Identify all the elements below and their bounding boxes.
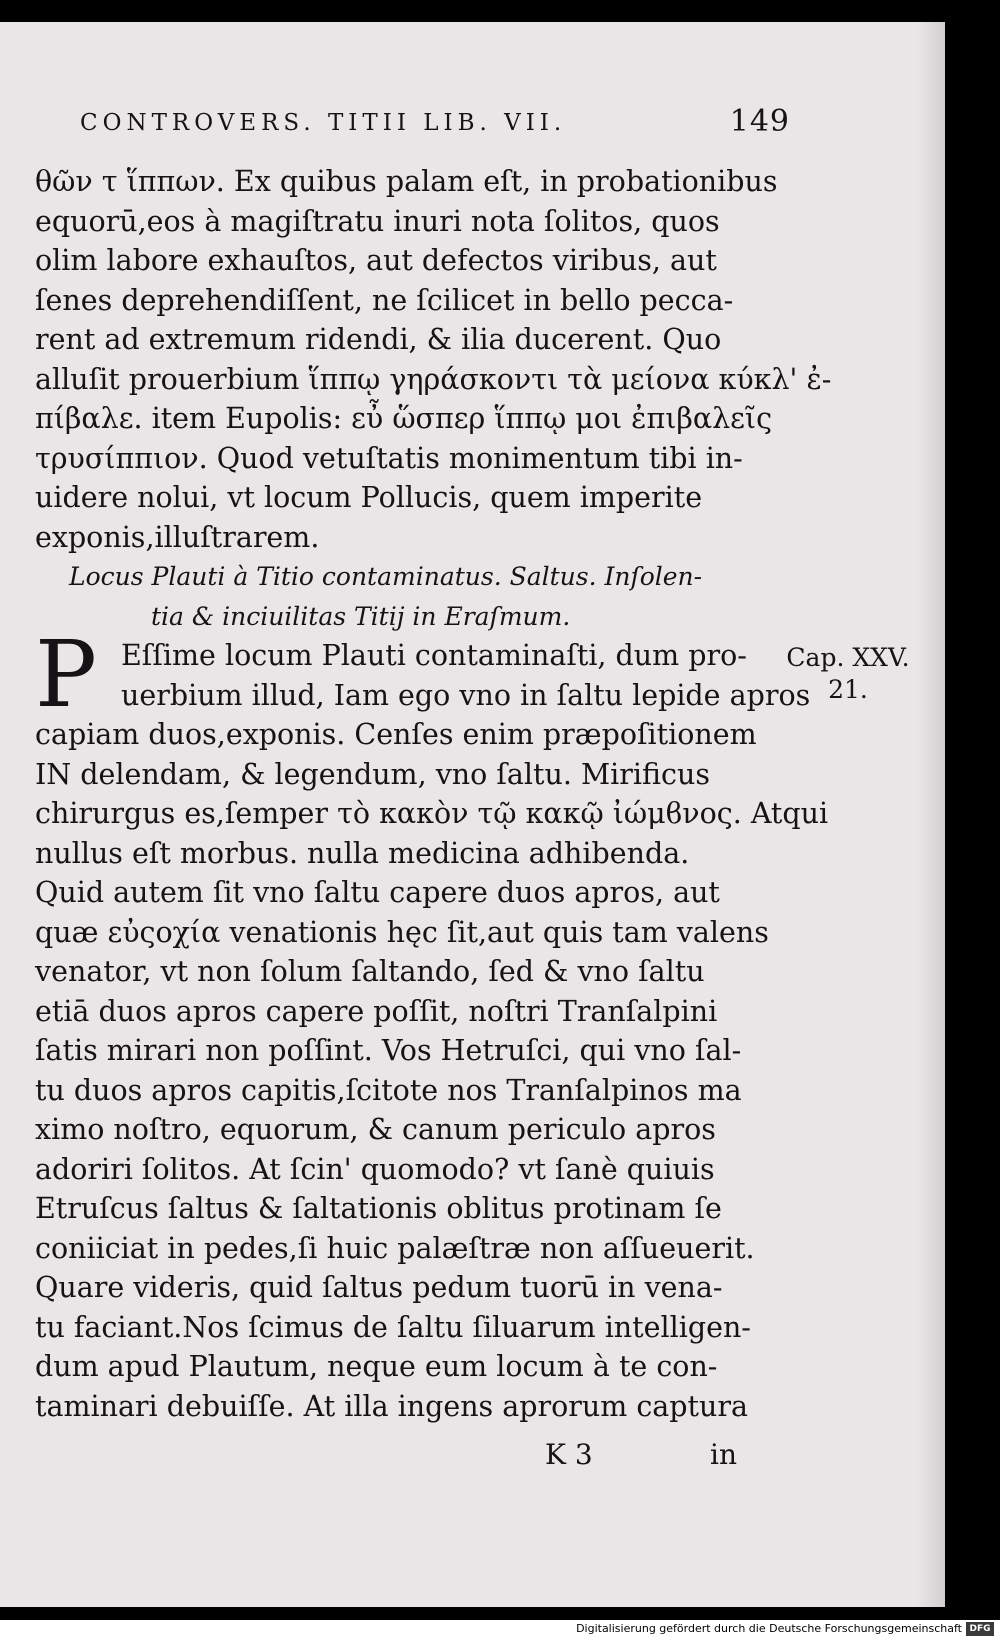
- running-header: [80, 104, 790, 144]
- text-line: ſatis mirari non poſſint. Vos Hetruſci, qui vno ſal-: [35, 1034, 742, 1067]
- page-foot: [0, 1438, 945, 1478]
- marginal-note: [778, 642, 918, 706]
- text-line: chirurgus es,ſemper τὸ κακὸν τῷ κακῷ ἰώμϐνος. Atqui: [35, 797, 829, 830]
- text-line: olim labore exhauſtos, aut defectos viribus, aut: [35, 244, 717, 277]
- text-line: ximo noſtro, equorum, & canum periculo apros: [35, 1113, 716, 1146]
- text-line: taminari debuiſſe. At illa ingens aprorum captura: [35, 1389, 748, 1423]
- text-line: quæ εὐςοχία venationis hęc ſit,aut quis tam valens: [35, 915, 769, 949]
- text-line: Quid autem ſit vno ſaltu capere duos apros, aut: [35, 876, 720, 909]
- text-line: capiam duos,exponis. Cenſes enim præpoſitionem: [35, 718, 757, 751]
- marginal-chapter: Cap. XXV.: [786, 643, 910, 672]
- text-line: adoriri ſolitos. At ſcin' quomodo? vt ſanè quiuis: [35, 1152, 715, 1186]
- catchword: in: [710, 1438, 737, 1471]
- text-line: Eſſime locum Plauti contaminaſti, dum pro-: [121, 639, 747, 672]
- dfg-logo-icon: DFG: [966, 1622, 994, 1636]
- digitization-footer: [0, 1620, 1000, 1639]
- text-line: nullus eſt morbus. nulla medicina adhibenda.: [35, 836, 690, 870]
- drop-cap: P: [35, 621, 97, 728]
- text-line: πίβαλε. item Eupolis: εὖ ὥσπερ ἵππῳ μοι ἐπιβαλεῖς: [35, 402, 773, 435]
- text-line: equorū,eos à magiſtratu inuri nota ſolitos, quos: [35, 204, 720, 238]
- section-heading: Locus Plauti à Titio contaminatus. Saltus. Inſolen-: [69, 562, 703, 591]
- text-line: exponis,illuſtrarem.: [35, 520, 320, 554]
- text-line: θῶν τ ἵππων. Ex quibus palam eſt, in probationibus: [35, 165, 778, 198]
- text-line: alluſit prouerbium ἵππῳ γηράσκοντι τὰ μείονα κύκλ' ἐ-: [35, 362, 832, 396]
- text-line: τρυσίππιον. Quod vetuſtatis monimentum tibi in-: [35, 441, 743, 475]
- text-line: coniiciat in pedes,ſi huic palæſtræ non aſſueuerit.: [35, 1231, 755, 1265]
- text-line: etiā duos apros capere poſſit, noſtri Tranſalpini: [35, 994, 718, 1028]
- text-line: tu faciant.Nos ſcimus de ſaltu ſiluarum intelligen-: [35, 1310, 751, 1344]
- footer-credit: Digitalisierung gefördert durch die Deutsche Forschungsgemeinschaft: [576, 1622, 962, 1635]
- text-line: uidere nolui, vt locum Pollucis, quem imperite: [35, 481, 703, 514]
- text-line: dum apud Plautum, neque eum locum à te con-: [35, 1350, 718, 1383]
- text-line: venator, vt non ſolum ſaltando, ſed & vno ſaltu: [35, 955, 705, 988]
- marginal-number: 21.: [828, 675, 868, 704]
- text-line: ſenes deprehendiſſent, ne ſcilicet in bello pecca-: [35, 283, 734, 317]
- text-line: Etruſcus ſaltus & ſaltationis oblitus protinam ſe: [35, 1192, 722, 1225]
- text-line: IN delendam, & legendum, vno ſaltu. Mirificus: [35, 757, 710, 791]
- text-line: tu duos apros capitis,ſcitote nos Tranſalpinos ma: [35, 1073, 742, 1107]
- text-line: uerbium illud, Iam ego vno in ſaltu lepide apros: [121, 678, 811, 712]
- section-heading: tia & inciuilitas Titij in Eraſmum.: [151, 601, 571, 631]
- text-block: [35, 162, 832, 1426]
- running-title: CONTROVERS. TITII LIB. VII.: [80, 110, 567, 136]
- book-page: [0, 22, 945, 1607]
- page-number: 149: [729, 104, 790, 139]
- text-line: Quare videris, quid ſaltus pedum tuorū in vena-: [35, 1271, 723, 1304]
- text-line: rent ad extremum ridendi, & ilia ducerent. Quo: [35, 323, 722, 356]
- signature-mark: K 3: [545, 1438, 593, 1471]
